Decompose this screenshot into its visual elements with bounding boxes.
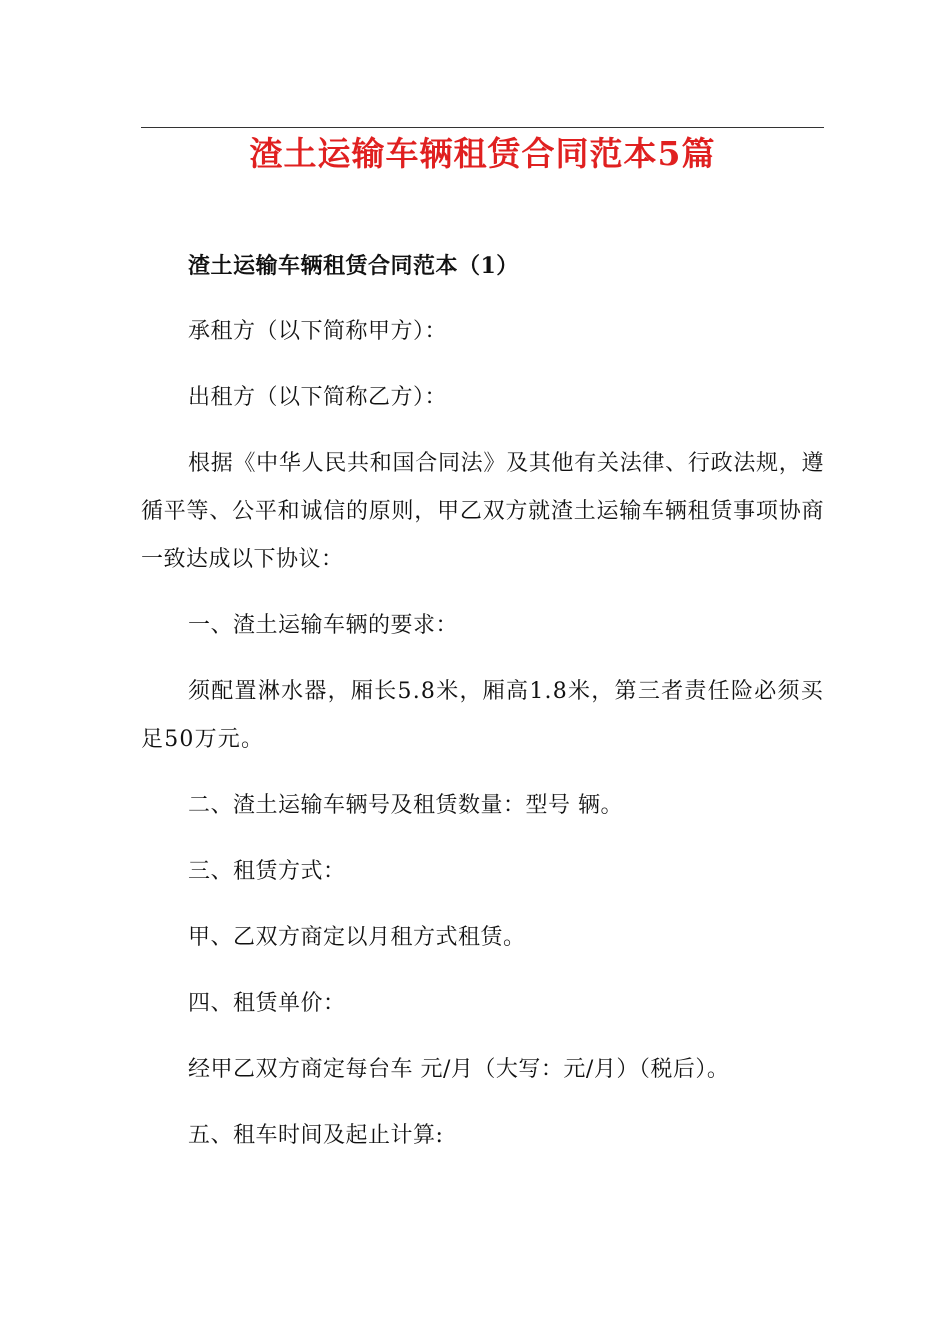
clause-5-heading: 五、租车时间及起止计算: (188, 1123, 444, 1148)
document-title: 渣土运输车辆租赁合同范本5篇 (249, 134, 716, 173)
clause-3-heading: 三、租赁方式： (188, 859, 346, 884)
title-rule (141, 127, 824, 128)
clause-4-heading: 四、租赁单价： (188, 991, 346, 1016)
clause-2-heading: 二、渣土运输车辆号及租赁数量：型号 辆。 (188, 793, 623, 818)
preamble-paragraph: 根据《中华人民共和国合同法》及其他有关法律、行政法规，遵循平等、公平和诚信的原则，甲乙双方就渣土运输车辆租赁事项协商一致达成以下协议： (141, 451, 824, 572)
lessee-line: 承租方（以下简称甲方）： (188, 319, 448, 344)
clause-1-heading: 一、渣土运输车辆的要求： (188, 613, 459, 638)
section-heading: 渣土运输车辆租赁合同范本（1） (188, 253, 519, 279)
lessor-line: 出租方（以下简称乙方）： (188, 385, 448, 410)
document-body (141, 242, 824, 1178)
clause-1-body: 须配置淋水器，厢长5.8米，厢高1.8米，第三者责任险必须买足50万元。 (141, 679, 824, 752)
clause-4-body: 经甲乙双方商定每台车 元/月（大写：元/月）（税后）。 (188, 1057, 730, 1082)
clause-3-body: 甲、乙双方商定以月租方式租赁。 (188, 925, 526, 950)
